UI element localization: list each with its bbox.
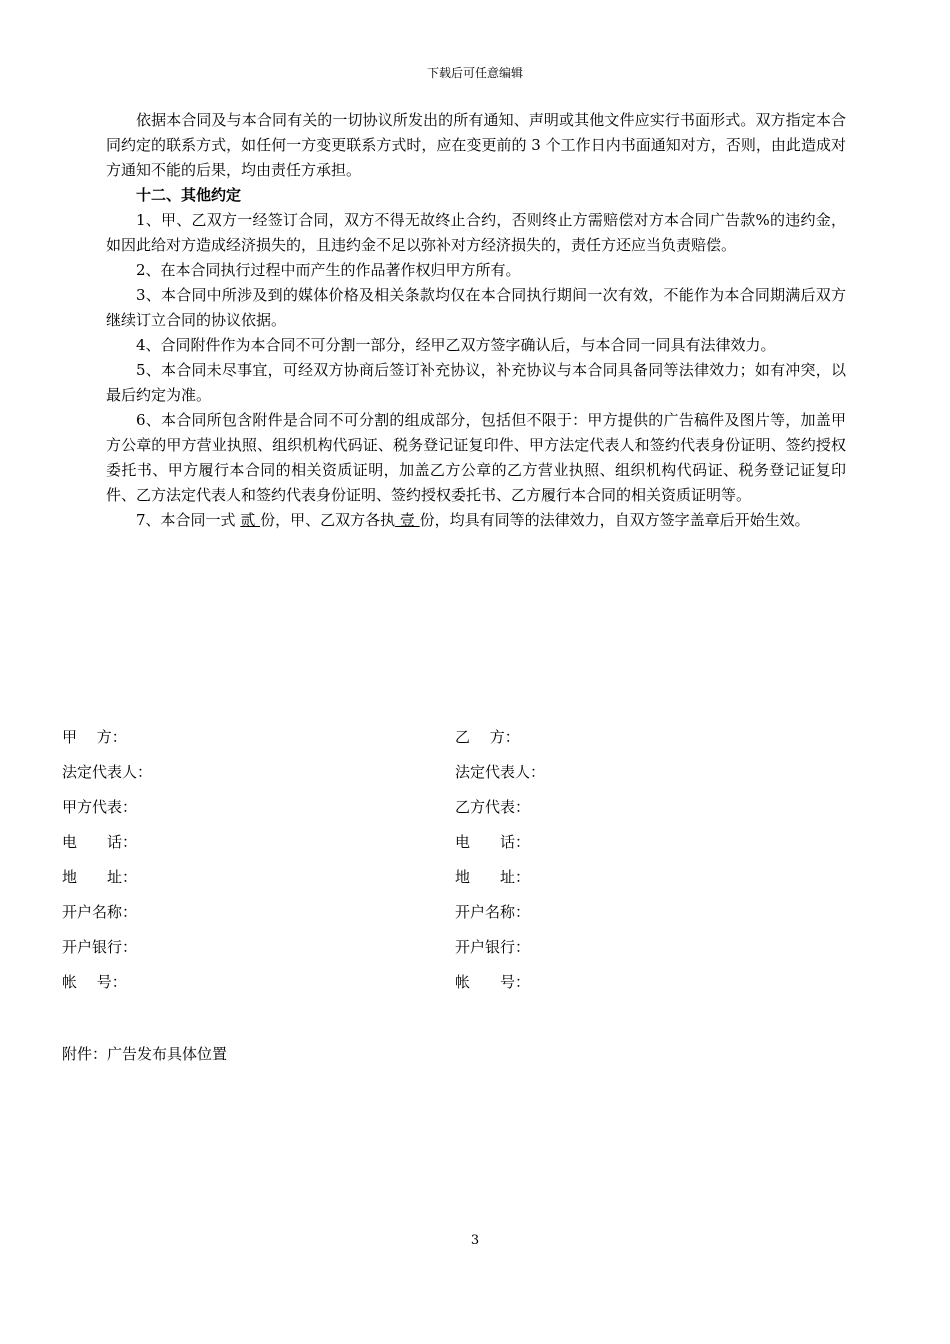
signature-row-bank	[62, 936, 882, 971]
clause-5: 5、本合同未尽事宜，可经双方协商后签订补充协议，补充协议与本合同具备同等法律效力；如有冲突，以最后约定为准。	[106, 361, 846, 404]
clause-3: 3、本合同中所涉及到的媒体价格及相关条款均仅在本合同执行期间一次有效，不能作为本合同期满后双方继续订立合同的协议依据。	[106, 286, 846, 329]
party-b-address: 地 址：	[455, 868, 531, 886]
clause-7	[106, 508, 846, 533]
party-b-legal-rep: 法定代表人：	[455, 763, 546, 781]
notice-clause: 依据本合同及与本合同有关的一切协议所发出的所有通知、声明或其他文件应实行书面形式。双方指定本合同约定的联系方式，如任何一方变更联系方式时，应在变更前的 3 个工作日内书面通知对方，否则，由此造成对方通知不能的后果，均由责任方承担。	[106, 111, 846, 179]
party-b-label: 乙 方：	[455, 728, 520, 746]
party-a-bank: 开户银行：	[62, 938, 138, 956]
clause-2: 2、在本合同执行过程中而产生的作品著作权归甲方所有。	[136, 261, 521, 279]
signature-row-account-name	[62, 901, 882, 936]
copies-total: 贰	[240, 511, 261, 529]
signature-row-party	[62, 726, 882, 761]
party-a-account-name: 开户名称：	[62, 903, 138, 921]
clause-7-part-b: 份，甲、乙双方各执	[260, 511, 396, 529]
party-b-account-no: 帐 号：	[455, 973, 531, 991]
clause-6: 6、本合同所包含附件是合同不可分割的组成部分，包括但不限于：甲方提供的广告稿件及图片等，加盖甲方公章的甲方营业执照、组织机构代码证、税务登记证复印件、甲方法定代表人和签约代表身份证明、签约授权委托书、甲方履行本合同的相关资质证明，加盖乙方公章的乙方营业执照、组织机构代码证、税务登记证复印件、乙方法定代表人和签约代表身份证明、签约授权委托书、乙方履行本合同的相关资质证明等。	[106, 411, 846, 504]
signature-row-address	[62, 866, 882, 901]
contract-body	[106, 108, 846, 533]
party-a-legal-rep: 法定代表人：	[62, 763, 153, 781]
clause-4: 4、合同附件作为本合同不可分割一部分，经甲乙双方签字确认后，与本合同一同具有法律效力。	[136, 336, 776, 354]
signature-row-legal-rep	[62, 761, 882, 796]
signature-row-phone	[62, 831, 882, 866]
party-b-rep: 乙方代表：	[455, 798, 531, 816]
signature-row-rep	[62, 796, 882, 831]
party-a-phone: 电 话：	[62, 833, 138, 851]
page-number: 3	[470, 1233, 480, 1248]
clause-1: 1、甲、乙双方一经签订合同，双方不得无故终止合约，否则终止方需赔偿对方本合同广告款%的违约金，如因此给对方造成经济损失的，且违约金不足以弥补对方经济损失的，责任方还应当负责赔偿。	[106, 211, 846, 254]
signature-row-account-no	[62, 971, 882, 1006]
signature-block	[62, 726, 882, 1006]
party-a-address: 地 址：	[62, 868, 138, 886]
clause-7-part-c: 份，均具有同等的法律效力，自双方签字盖章后开始生效。	[419, 511, 810, 529]
party-b-bank: 开户银行：	[455, 938, 531, 956]
page-header: 下载后可任意编辑	[426, 66, 523, 80]
party-a-account-no: 帐 号：	[62, 973, 127, 991]
party-b-phone: 电 话：	[455, 833, 531, 851]
party-a-label: 甲 方：	[62, 728, 127, 746]
copies-each: 壹	[395, 511, 420, 529]
clause-7-part-a: 7、本合同一式	[136, 511, 241, 529]
party-a-rep: 甲方代表：	[62, 798, 138, 816]
party-b-account-name: 开户名称：	[455, 903, 531, 921]
section-title: 十二、其他约定	[136, 186, 242, 204]
attachment-note: 附件：广告发布具体位置	[62, 1045, 228, 1063]
